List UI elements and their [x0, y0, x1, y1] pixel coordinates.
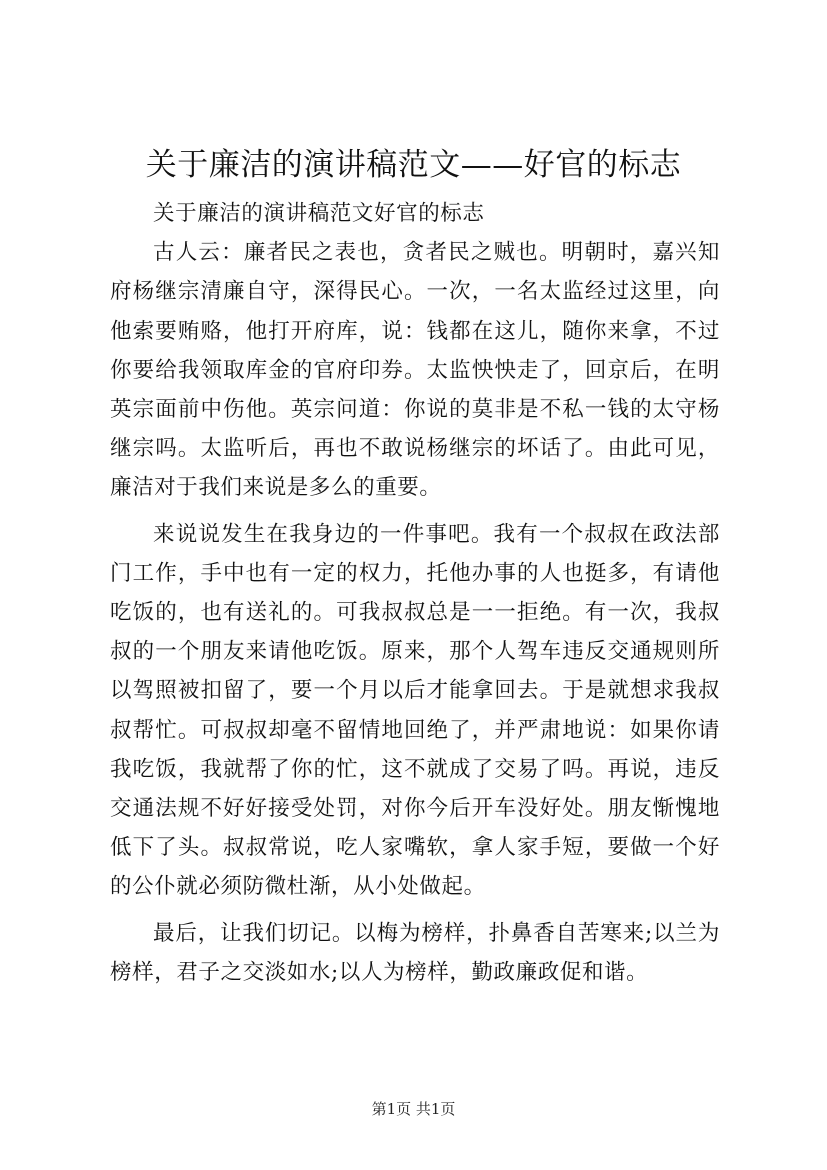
document-subtitle: 关于廉洁的演讲稿范文好官的标志: [153, 201, 485, 226]
paragraph-1: 古人云：廉者民之表也，贪者民之贼也。明朝时，嘉兴知府杨继宗清廉自守，深得民心。一次，一名太监经过这里，向他索要贿赂，他打开府库，说：钱都在这儿，随你来拿，不过你要给我领取库金的官府印券。太监怏怏走了，回京后，在明英宗面前中伤他。英宗问道：你说的莫非是不私一钱的太守杨继宗吗。太监听后，再也不敢说杨继宗的坏话了。由此可见，廉洁对于我们来说是多么的重要。: [110, 240, 720, 501]
document-title: 关于廉洁的演讲稿范文——好官的标志: [145, 147, 682, 183]
paragraph-2: 来说说发生在我身边的一件事吧。我有一个叔叔在政法部门工作，手中也有一定的权力，托他办事的人也挺多，有请他吃饭的，也有送礼的。可我叔叔总是一一拒绝。有一次，我叔叔的一个朋友来请他吃饭。原来，那个人驾车违反交通规则所以驾照被扣留了，要一个月以后才能拿回去。于是就想求我叔叔帮忙。可叔叔却毫不留情地回绝了，并严肃地说：如果你请我吃饭，我就帮了你的忙，这不就成了交易了吗。再说，违反交通法规不好好接受处罚，对你今后开车没好处。朋友惭愧地低下了头。叔叔常说，吃人家嘴软，拿人家手短，要做一个好的公仆就必须防微杜渐，从小处做起。: [110, 521, 720, 900]
page-number-footer: 第1页 共1页: [371, 1100, 456, 1118]
paragraph-3: 最后，让我们切记。以梅为榜样，扑鼻香自苦寒来;以兰为榜样，君子之交淡如水;以人为榜样，勤政廉政促和谐。: [110, 920, 720, 985]
document-body: [110, 194, 720, 999]
